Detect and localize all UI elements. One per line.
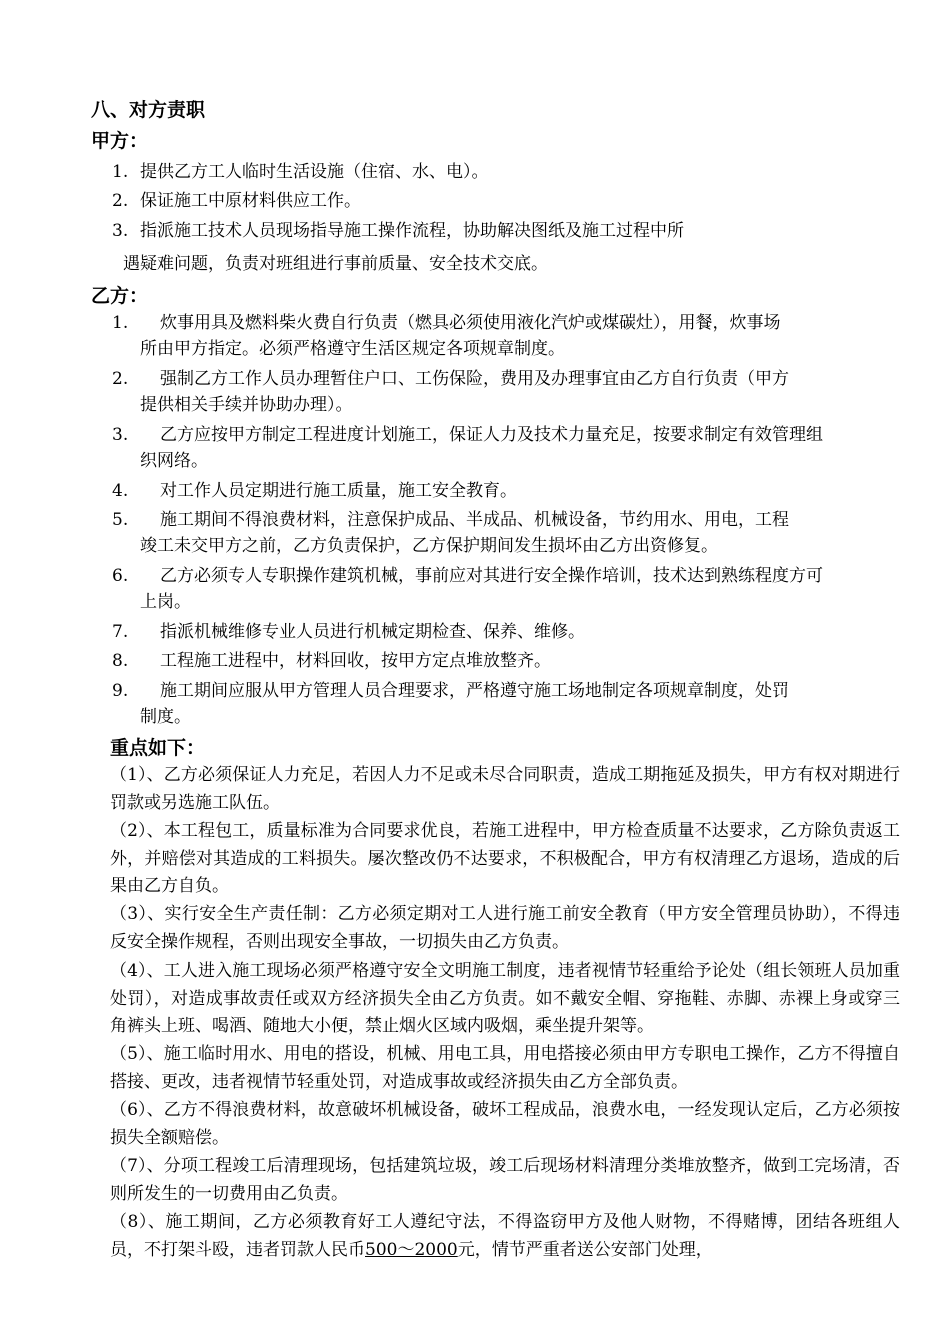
party-a-heading: 甲方： — [91, 130, 149, 152]
party-b-item-5-text: 施工期间不得浪费材料，注意保护成品、半成品、机械设备，节约用水、用电，工程 — [160, 510, 789, 530]
party-b-item-9-text-cont: 制度。 — [140, 707, 191, 727]
party-a-item-3-text: 指派施工技术人员现场指导施工操作流程，协助解决图纸及施工过程中所 — [140, 221, 684, 241]
party-b-item-1-text: 炊事用具及燃料柴火费自行负责（燃具必须使用液化汽炉或煤碳灶），用餐，炊事场 — [160, 313, 781, 333]
key-point-4: （4）、工人进入施工现场必须严格遵守安全文明施工制度，违者视情节轻重给予论处（组长领班人员加重处罚），对造成事故责任或双方经济损失全由乙方负责。如不戴安全帽、穿拖鞋、赤脚、赤裸上身或穿三角裤头上班、喝酒、随地大小便，禁止烟火区域内吸烟，乘坐提升架等。 — [110, 961, 900, 1036]
party-b-item-7-number: 7. — [112, 622, 129, 642]
party-b-item-8-text: 工程施工进程中，材料回收，按甲方定点堆放整齐。 — [160, 651, 551, 671]
party-b-item-2-text: 强制乙方工作人员办理暂住户口、工伤保险，费用及办理事宜由乙方自行负责（甲方 — [160, 369, 789, 389]
key-points-heading: 重点如下： — [110, 737, 206, 759]
key-point-7: （7）、分项工程竣工后清理现场，包括建筑垃圾，竣工后现场材料清理分类堆放整齐，做到工完场清，否则所发生的一切费用由乙负责。 — [110, 1156, 900, 1204]
party-b-item-5-text-cont: 竣工未交甲方之前，乙方负责保护，乙方保护期间发生损坏由乙方出资修复。 — [140, 536, 718, 556]
party-a-item-2-text: 保证施工中原材料供应工作。 — [140, 191, 361, 211]
party-b-item-2-number: 2. — [112, 369, 129, 389]
party-b-item-3-text-cont: 织网络。 — [140, 451, 208, 471]
party-b-item-1-number: 1. — [112, 313, 129, 333]
key-point-8-fine-amount: 500～2000 — [365, 1239, 458, 1260]
party-a-item-3-number: 3. — [112, 221, 129, 241]
party-b-item-9-text: 施工期间应服从甲方管理人员合理要求，严格遵守施工场地制定各项规章制度，处罚 — [160, 681, 789, 701]
party-a-item-1-text: 提供乙方工人临时生活设施（住宿、水、电）。 — [140, 162, 489, 182]
key-point-8 — [110, 1209, 900, 1264]
party-b-item-2-text-cont: 提供相关手续并协助办理）。 — [140, 395, 353, 415]
party-b-item-3-text: 乙方应按甲方制定工程进度计划施工，保证人力及技术力量充足，按要求制定有效管理组 — [160, 425, 823, 445]
party-b-item-6-text: 乙方必须专人专职操作建筑机械，事前应对其进行安全操作培训，技术达到熟练程度方可 — [160, 566, 823, 586]
key-point-1: （1）、乙方必须保证人力充足，若因人力不足或未尽合同职责，造成工期拖延及损失，甲方有权对期进行罚款或另选施工队伍。 — [110, 765, 900, 813]
party-b-item-5-number: 5. — [112, 510, 129, 530]
key-point-5: （5）、施工临时用水、用电的搭设，机械、用电工具，用电搭接必须由甲方专职电工操作，乙方不得擅自搭接、更改，违者视情节轻重处罚，对造成事故或经济损失由乙方全部负责。 — [110, 1044, 900, 1092]
party-b-item-1-text-cont: 所由甲方指定。必须严格遵守生活区规定各项规章制度。 — [140, 339, 565, 359]
party-b-item-8-number: 8. — [112, 651, 129, 671]
party-b-item-4-text: 对工作人员定期进行施工质量，施工安全教育。 — [160, 481, 517, 501]
key-point-3: （3）、实行安全生产责任制：乙方必须定期对工人进行施工前安全教育（甲方安全管理员协助），不得违反安全操作规程，否则出现安全事故，一切损失由乙方负责。 — [110, 904, 900, 952]
party-b-item-3-number: 3. — [112, 425, 129, 445]
key-point-2: （2）、本工程包工，质量标准为合同要求优良，若施工进程中，甲方检查质量不达要求，乙方除负责返工外，并赔偿对其造成的工料损失。屡次整改仍不达要求，不积极配合，甲方有权清理乙方退场，造成的后果由乙方自负。 — [110, 821, 900, 896]
party-a-item-1-number: 1. — [112, 162, 129, 182]
key-point-8-text: （8）、施工期间，乙方必须教育好工人遵纪守法，不得盗窃甲方及他人财物，不得赌博，团结各班组人员，不打架斗殴，违者罚款人民币 — [110, 1212, 900, 1260]
party-a-item-3-text-cont: 遇疑难问题，负责对班组进行事前质量、安全技术交底。 — [123, 254, 548, 274]
party-a-item-2-number: 2. — [112, 191, 129, 211]
party-b-item-7-text: 指派机械维修专业人员进行机械定期检查、保养、维修。 — [160, 622, 585, 642]
key-point-6: （6）、乙方不得浪费材料，故意破坏机械设备，破坏工程成品，浪费水电，一经发现认定后，乙方必须按损失全额赔偿。 — [110, 1100, 900, 1148]
party-b-item-6-number: 6. — [112, 566, 129, 586]
section-title: 八、对方责职 — [91, 99, 206, 121]
party-b-heading: 乙方： — [91, 285, 149, 307]
key-point-8-text-end: 元，情节严重者送公安部门处理， — [457, 1239, 713, 1260]
party-b-item-4-number: 4. — [112, 481, 129, 501]
party-b-item-6-text-cont: 上岗。 — [140, 592, 191, 612]
party-b-item-9-number: 9. — [112, 681, 129, 701]
